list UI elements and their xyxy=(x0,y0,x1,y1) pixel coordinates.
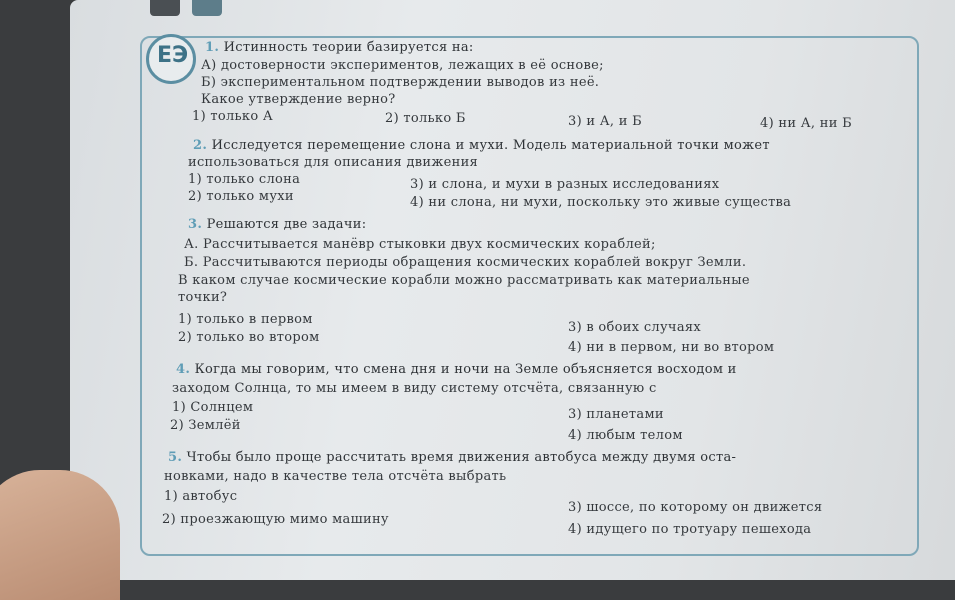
q2-option-3[interactable]: 3) и слона, и мухи в разных исследованиях xyxy=(410,177,720,192)
q1-option-1[interactable]: 1) только А xyxy=(192,109,274,124)
q2-option-2[interactable]: 2) только мухи xyxy=(188,189,294,204)
q1-line-a: А) достоверности экспериментов, лежащих в её основе; xyxy=(201,58,604,73)
q3-option-4[interactable]: 4) ни в первом, ни во втором xyxy=(568,340,775,355)
q1-option-4[interactable]: 4) ни А, ни Б xyxy=(760,116,852,131)
q4-option-4[interactable]: 4) любым телом xyxy=(568,428,683,443)
q1-option-3[interactable]: 3) и А, и Б xyxy=(568,114,643,129)
q1-prompt: Какое утверждение верно? xyxy=(201,92,396,107)
q2-option-4[interactable]: 4) ни слона, ни мухи, поскольку это живые существа xyxy=(410,195,792,210)
q1-option-2[interactable]: 2) только Б xyxy=(385,111,466,126)
app-icon xyxy=(150,0,180,16)
question-3: 3. Решаются две задачи: xyxy=(188,217,367,232)
section-logo-icon: ЕЭ xyxy=(146,34,196,84)
q3-option-2[interactable]: 2) только во втором xyxy=(178,330,320,345)
q2-line-2: использоваться для описания движения xyxy=(188,155,479,170)
question-1: 1. Истинность теории базируется на: xyxy=(205,40,474,55)
q4-option-3[interactable]: 3) планетами xyxy=(568,407,664,422)
q3-prompt: В каком случае космические корабли можно рассматривать как материальные xyxy=(178,273,750,288)
q5-line-2: новками, надо в качестве тела отсчёта выбрать xyxy=(164,469,507,484)
q2-option-1[interactable]: 1) только слона xyxy=(188,172,301,187)
check-icon xyxy=(192,0,222,16)
q4-line-2: заходом Солнца, то мы имеем в виду систему отсчёта, связанную с xyxy=(172,381,657,396)
q1-line-b: Б) экспериментальном подтверждении выводов из неё. xyxy=(201,75,600,90)
q3-task-a: А. Рассчитывается манёвр стыковки двух космических кораблей; xyxy=(184,237,656,252)
q3-option-3[interactable]: 3) в обоих случаях xyxy=(568,320,702,335)
q3-task-b: Б. Рассчитываются периоды обращения космических кораблей вокруг Земли. xyxy=(184,255,747,270)
corner-icons xyxy=(150,0,230,18)
q5-option-3[interactable]: 3) шоссе, по которому он движется xyxy=(568,500,823,515)
question-5: 5. Чтобы было проще рассчитать время движения автобуса между двумя оста- xyxy=(168,450,737,465)
q5-option-2[interactable]: 2) проезжающую мимо машину xyxy=(162,512,389,527)
question-2: 2. Исследуется перемещение слона и мухи. Модель материальной точки может xyxy=(193,138,770,153)
q4-option-1[interactable]: 1) Солнцем xyxy=(172,400,254,415)
q5-option-1[interactable]: 1) автобус xyxy=(164,489,238,504)
q3-option-1[interactable]: 1) только в первом xyxy=(178,312,313,327)
q3-prompt-2: точки? xyxy=(178,290,228,305)
q5-option-4[interactable]: 4) идущего по тротуару пешехода xyxy=(568,522,812,537)
question-4: 4. Когда мы говорим, что смена дня и ночи на Земле объясняется восходом и xyxy=(176,362,737,377)
q4-option-2[interactable]: 2) Землёй xyxy=(170,418,241,433)
finger-photo xyxy=(0,470,120,600)
